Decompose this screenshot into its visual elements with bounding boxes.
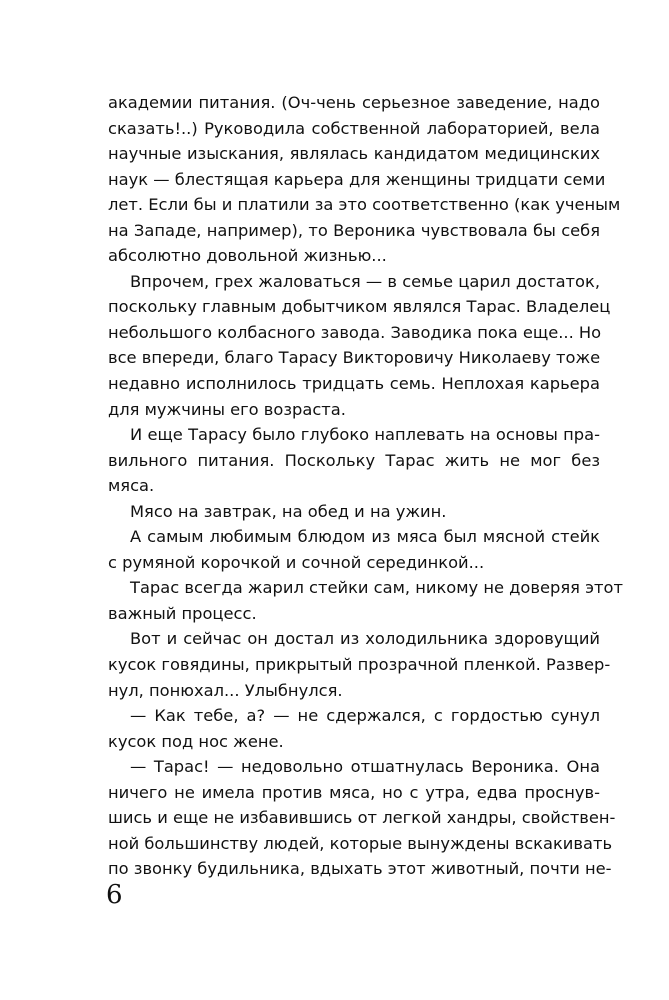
text-line: ничего не имела против мяса, но с утра, едва проснув- (108, 782, 600, 802)
text-line: сказать!..) Руководила собственной лабораторией, вела (108, 118, 600, 138)
text-line: вильного питания. Поскольку Тарас жить не мог без (108, 450, 600, 470)
text-line: небольшого колбасного завода. Заводика пока еще... Но (108, 322, 602, 342)
text-line: важный процесс. (108, 603, 257, 623)
text-line: — Тарас! — недовольно отшатнулась Вероника. Она (130, 757, 600, 777)
body-text (108, 90, 623, 882)
text-line: Мясо на завтрак, на обед и на ужин. (130, 501, 447, 521)
text-line: наук — блестящая карьера для женщины тридцати семи (108, 169, 606, 189)
text-line: академии питания. (Оч-чень серьезное заведение, надо (108, 93, 600, 112)
text-line: А самым любимым блюдом из мяса был мясной стейк (130, 527, 600, 547)
text-line: недавно исполнилось тридцать семь. Неплохая карьера (108, 374, 600, 394)
text-line: все впереди, благо Тарасу Викторовичу Николаеву тоже (108, 348, 601, 368)
text-line: кусок говядины, прикрытый прозрачной пленкой. Развер- (108, 655, 611, 675)
text-line: поскольку главным добытчиком являлся Тарас. Владелец (108, 297, 611, 317)
text-line: по звонку будильника, вдыхать этот животный, почти не- (108, 859, 612, 879)
text-line: с румяной корочкой и сочной серединкой... (108, 552, 485, 572)
text-line: мяса. (108, 476, 155, 496)
text-line: на Западе, например), то Вероника чувствовала бы себя (108, 220, 600, 240)
text-line: кусок под нос жене. (108, 731, 284, 751)
text-line: — Как тебе, а? — не сдержался, с гордостью сунул (130, 706, 600, 726)
text-line: абсолютно довольной жизнью... (108, 246, 387, 266)
text-line: Впрочем, грех жаловаться — в семье царил достаток, (130, 271, 600, 291)
text-line: шись и еще не избавившись от легкой хандры, свойствен- (108, 808, 616, 828)
text-line: Тарас всегда жарил стейки сам, никому не доверяя этот (130, 578, 623, 598)
text-line: научные изыскания, являлась кандидатом медицинских (108, 144, 600, 164)
text-line: нул, понюхал... Улыбнулся. (108, 680, 343, 700)
text-line: И еще Тарасу было глубоко наплевать на основы пра- (130, 425, 600, 445)
text-line: ной большинству людей, которые вынуждены вскакивать (108, 833, 613, 853)
text-line: лет. Если бы и платили за это соответственно (как ученым (108, 195, 621, 215)
page-number: 6 (106, 880, 123, 910)
text-line: для мужчины его возраста. (108, 399, 346, 419)
text-line: Вот и сейчас он достал из холодильника здоровущий (130, 629, 600, 649)
